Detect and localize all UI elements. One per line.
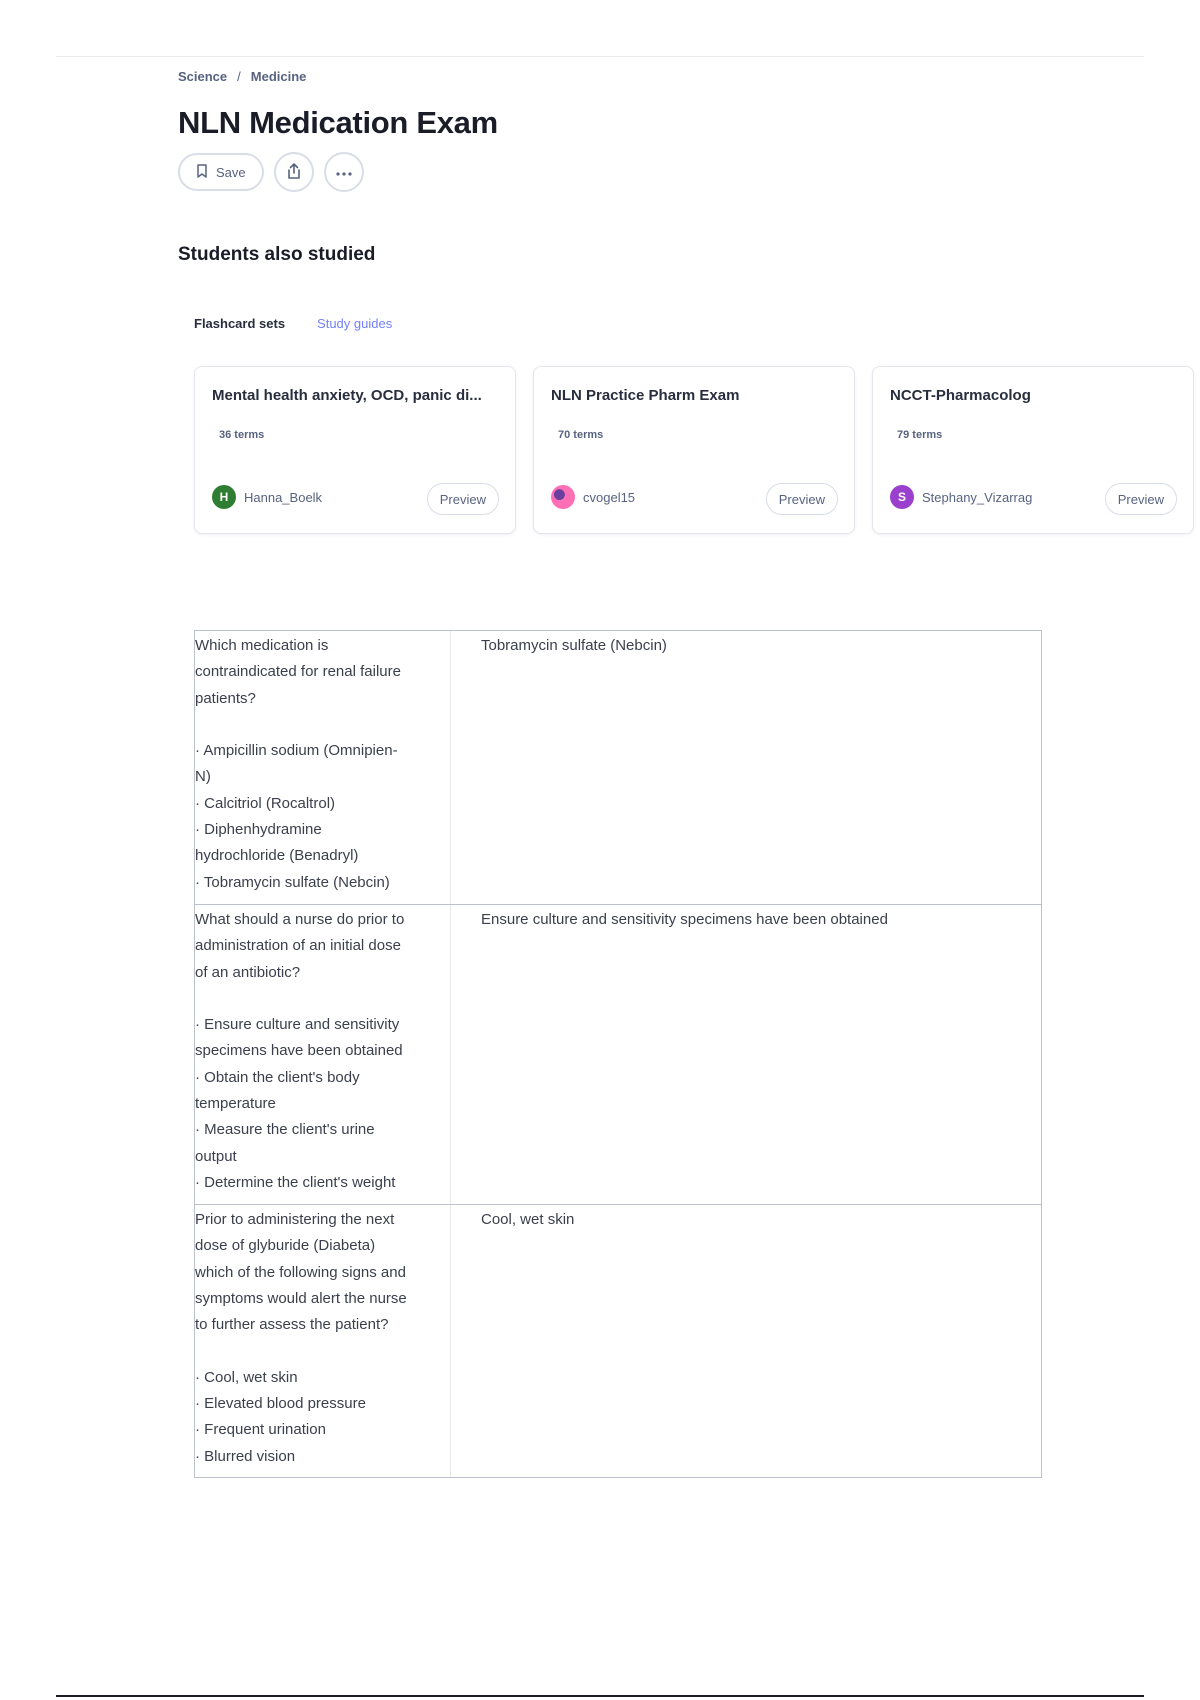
card-title: Mental health anxiety, OCD, panic di... <box>212 387 482 404</box>
card-term-count: 79 terms <box>897 429 943 441</box>
author-name: cvogel15 <box>583 489 636 505</box>
related-set-card[interactable] <box>194 366 516 534</box>
flashcard-table <box>194 630 1042 1478</box>
card-author[interactable] <box>551 485 635 509</box>
term-cell: Which medication is contraindicated for renal failure patients? · Ampicillin sodium (Omnipien- N) · Calcitriol (Rocaltrol) · Diphenhydramine hydrochloride (Benadryl) · Tobramycin sulfate (Nebcin) <box>195 631 451 904</box>
term-cell: Prior to administering the next dose of glyburide (Diabeta) which of the following signs and symptoms would alert the nurse to further assess the patient? · Cool, wet skin · Elevated blood pressure · Frequent urination · Blurred vision <box>195 1205 451 1477</box>
related-set-card[interactable] <box>533 366 855 534</box>
more-dots-icon <box>335 165 353 180</box>
students-also-studied-heading: Students also studied <box>178 244 376 266</box>
card-author[interactable] <box>212 485 322 509</box>
definition-cell: Cool, wet skin <box>481 1211 575 1228</box>
save-button-label: Save <box>216 164 246 180</box>
term-cell: What should a nurse do prior to administration of an initial dose of an antibiotic? · Ensure culture and sensitivity specimens have been obtained · Obtain the client's body temperature · Measure the client's urine output · Determine the client's weight <box>195 905 451 1204</box>
table-row <box>195 631 1041 905</box>
breadcrumb <box>178 66 1038 86</box>
related-set-card[interactable] <box>872 366 1194 534</box>
author-name: Stephany_Vizarrag <box>922 489 1033 505</box>
more-options-button[interactable] <box>324 152 364 192</box>
share-icon <box>285 162 303 183</box>
set-actions <box>178 152 1038 192</box>
preview-button[interactable]: Preview <box>427 483 499 515</box>
page-header <box>178 66 1164 507</box>
page-title: NLN Medication Exam <box>178 105 498 140</box>
definition-cell: Ensure culture and sensitivity specimens have been obtained <box>481 911 888 928</box>
author-name: Hanna_Boelk <box>244 489 323 505</box>
card-title: NLN Practice Pharm Exam <box>551 387 740 404</box>
bookmark-icon <box>196 164 208 181</box>
avatar: H <box>212 485 236 509</box>
tab-study-guides[interactable]: Study guides <box>317 316 393 332</box>
bottom-divider <box>56 1695 1144 1697</box>
preview-button[interactable]: Preview <box>1105 483 1177 515</box>
related-sets-carousel <box>194 366 1164 536</box>
definition-cell: Tobramycin sulfate (Nebcin) <box>481 637 667 654</box>
table-row <box>195 905 1041 1205</box>
related-tabs <box>194 316 1038 331</box>
preview-button[interactable]: Preview <box>766 483 838 515</box>
card-term-count: 70 terms <box>558 429 604 441</box>
breadcrumb-link-science[interactable]: Science <box>178 68 228 84</box>
avatar <box>551 485 575 509</box>
share-button[interactable] <box>274 152 314 192</box>
card-author[interactable] <box>890 485 1032 509</box>
card-term-count: 36 terms <box>219 429 265 441</box>
save-button[interactable] <box>178 153 264 191</box>
card-title: NCCT-Pharmacolog <box>890 387 1031 404</box>
breadcrumb-link-medicine[interactable]: Medicine <box>250 68 307 84</box>
avatar: S <box>890 485 914 509</box>
tab-flashcard-sets[interactable]: Flashcard sets <box>194 316 286 332</box>
top-divider <box>56 56 1144 57</box>
breadcrumb-separator: / <box>237 68 241 84</box>
table-row <box>195 1205 1041 1477</box>
